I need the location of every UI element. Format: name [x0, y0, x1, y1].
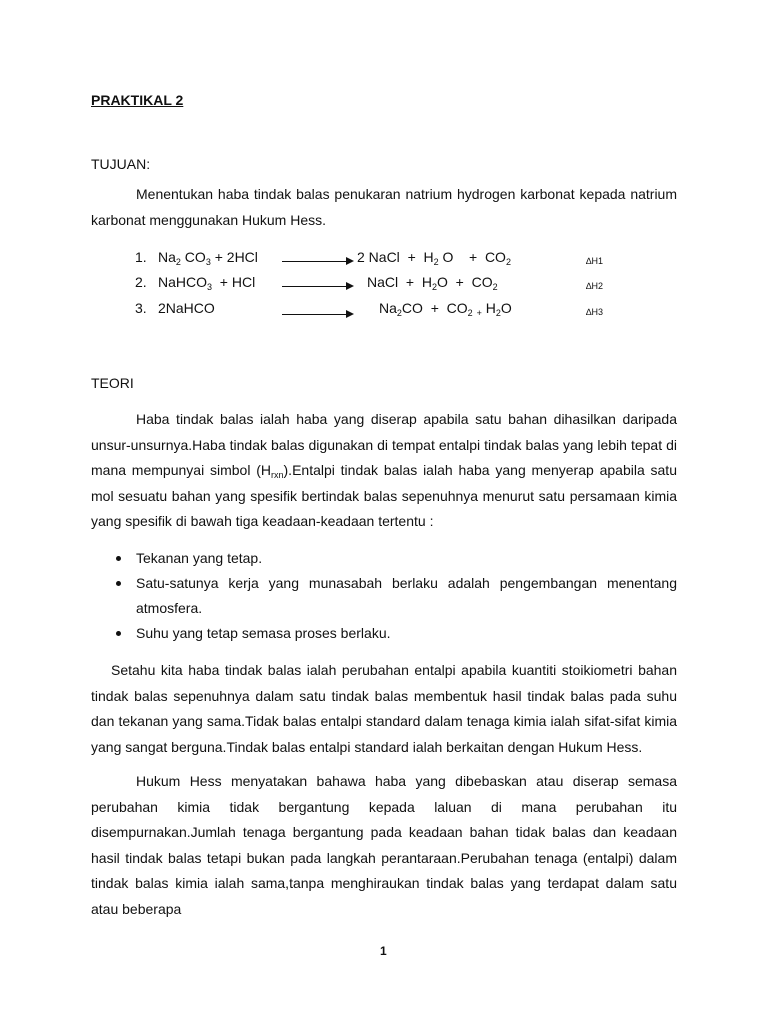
formula-text: + HCl: [212, 274, 256, 290]
equation-1-reactants: [158, 249, 258, 265]
tujuan-paragraph: [91, 182, 677, 233]
equation-3-number: 3.: [135, 300, 147, 316]
formula-text: O + CO: [438, 249, 506, 265]
list-item: [91, 546, 677, 571]
teori-heading: TEORI: [91, 375, 134, 391]
formula-subscript: 2: [467, 308, 473, 318]
teori-p1-text-cont: ).Entalpi tindak balas ialah haba yang menyerap apabila satu mol sesuatu bahan yang spesifik bertindak balas sepenuhnya menurut satu persamaan kimia yang spesifik di bawah tiga keadaan-keadaan tertentu :: [91, 462, 677, 529]
formula-subscript: 2: [492, 282, 498, 292]
list-item-text: Tekanan yang tetap.: [136, 550, 263, 566]
formula-text: CO: [180, 249, 206, 265]
formula-text: O: [500, 300, 512, 316]
formula-text: O + CO: [436, 274, 493, 290]
equation-3-arrow: [282, 314, 352, 315]
formula-subscript: 2: [396, 308, 402, 318]
formula-subscript: 2: [495, 308, 501, 318]
teori-paragraph-1: [91, 407, 677, 535]
equation-2-enthalpy: ∆H2: [586, 281, 604, 291]
rxn-subscript: rxn: [271, 470, 284, 480]
formula-subscript: 2: [505, 257, 511, 267]
list-item-text: Satu-satunya kerja yang munasabah berlaku adalah pengembangan menentang atmosfera.: [136, 575, 677, 616]
tujuan-heading: TUJUAN:: [91, 156, 151, 172]
formula-subscript: +: [476, 308, 482, 318]
list-item: [91, 621, 677, 646]
formula-subscript: 2: [431, 282, 437, 292]
teori-p1-text: Haba tindak balas ialah haba yang diserap apabila satu bahan dihasilkan daripada unsur-unsurnya.Haba tindak balas digunakan di tempat entalpi tindak balas yang lebih tepat di mana mempunyai simbol (H: [91, 411, 677, 478]
bullet-icon: [116, 631, 121, 636]
formula-text: H: [481, 300, 496, 316]
teori-p3-text: Hukum Hess menyatakan bahawa haba yang dibebaskan atau diserap semasa perubahan kimia tidak bergantung kepada laluan di mana perubahan itu disempurnakan.Jumlah tenaga bergantung pada keadaan bahan tidak balas dan keadaan hasil tindak balas tetapi bukan pada langkah perantaraan.Perubahan tenaga (entalpi) dalam tindak balas kimia ialah sama,tanpa menghiraukan tindak balas yang terdapat dalam satu atau beberapa: [91, 773, 677, 917]
document-title: PRAKTIKAL 2: [91, 92, 184, 108]
equation-1-enthalpy: ∆H1: [586, 256, 604, 266]
formula-text: Na: [158, 249, 176, 265]
formula-text: NaCl + H: [367, 274, 432, 290]
teori-paragraph-2: [91, 658, 677, 760]
list-item: [91, 571, 677, 621]
equation-3-enthalpy: ∆H3: [586, 307, 604, 317]
equation-2-arrow: [282, 286, 352, 287]
equation-2-products: [367, 274, 498, 290]
formula-subscript: 2: [175, 257, 181, 267]
formula-subscript: 3: [205, 257, 211, 267]
page-number: 1: [380, 944, 387, 958]
tujuan-text: Menentukan haba tindak balas penukaran natrium hydrogen karbonat kepada natrium karbonat menggunakan Hukum Hess.: [91, 186, 677, 228]
formula-text: + 2HCl: [210, 249, 258, 265]
formula-text: 2 NaCl + H: [357, 249, 434, 265]
teori-paragraph-3: [91, 769, 677, 922]
formula-text: 2NaHCO: [158, 300, 215, 316]
formula-text: CO + CO: [401, 300, 468, 316]
formula-subscript: 2: [433, 257, 439, 267]
teori-p2-text: Setahu kita haba tindak balas ialah perubahan entalpi apabila kuantiti stoikiometri bahan tindak balas sepenuhnya dalam satu tindak balas membentuk hasil tindak balas pada suhu dan tekanan yang sama.Tidak balas entalpi standard dalam tenaga kimia ialah sifat-sifat kimia yang sangat berguna.Tindak balas entalpi standard ialah berkaitan dengan Hukum Hess.: [91, 662, 677, 755]
formula-text: NaHCO: [158, 274, 208, 290]
formula-text: Na: [379, 300, 397, 316]
equation-1-products: [357, 249, 511, 265]
conditions-list: [91, 546, 677, 646]
equation-3-products: [379, 300, 512, 316]
equation-1-number: 1.: [135, 249, 147, 265]
equation-2-reactants: [158, 274, 255, 290]
list-item-text: Suhu yang tetap semasa proses berlaku.: [136, 625, 391, 641]
bullet-icon: [116, 581, 121, 586]
equation-1-arrow: [282, 261, 352, 262]
formula-subscript: 3: [207, 282, 213, 292]
bullet-icon: [116, 556, 121, 561]
equation-3-reactants: [158, 300, 215, 316]
equation-2-number: 2.: [135, 274, 147, 290]
